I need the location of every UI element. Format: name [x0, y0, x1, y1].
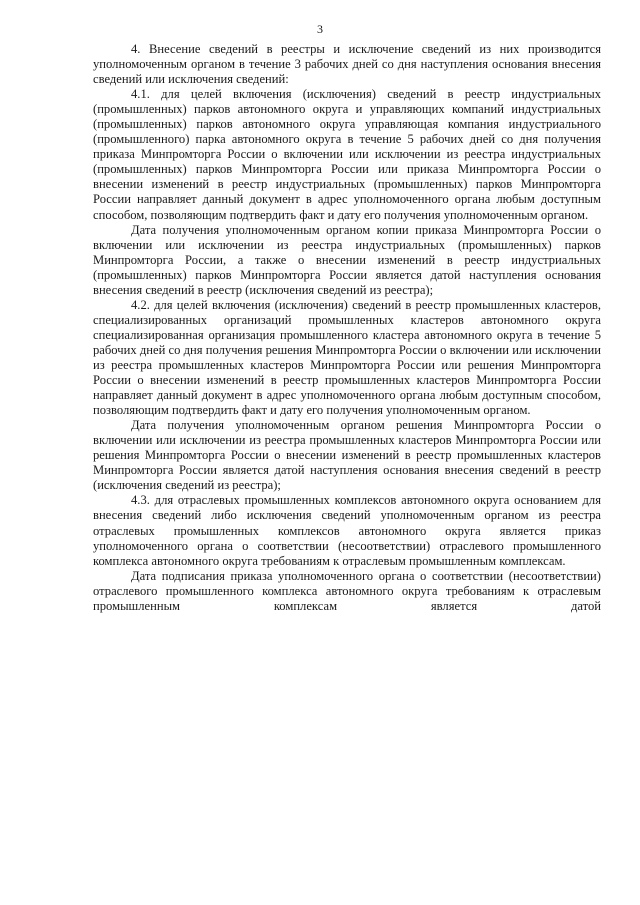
paragraph-4-1: 4.1. для целей включения (исключения) сведений в реестр индустриальных (промышленных) парков автономного округа и управляющих компаний индустриальных (промышленных) парков автономного округа управляющая компания индустриального (промышленного) парка автономного округа в течение 5 рабочих дней со дня получения приказа Минпромторга России о включении или исключении из реестра индустриальных (промышленных) парков Минпромторга России или приказа Минпромторга России о внесении изменений в реестр индустриальных (промышленных) парков Минпромторга России направляет данный документ в адрес уполномоченного органа любым доступным способом, позволяющим подтвердить факт и дату его получения уполномоченным органом.	[93, 87, 601, 222]
page-number: 3	[317, 22, 323, 36]
paragraph-4-3: 4.3. для отраслевых промышленных комплексов автономного округа основанием для внесения сведений либо исключения сведений уполномоченным органом из реестра отраслевых промышленных комплексов автономного округа является приказ уполномоченного органа о соответствии (несоответствии) отраслевого промышленного комплекса автономного округа требованиям к отраслевым промышленным комплексам.	[93, 493, 601, 568]
paragraph-4-3-date: Дата подписания приказа уполномоченного органа о соответствии (несоответствии) отраслевого промышленного комплекса автономного округа требованиям к отраслевым промышленным комплексам является датой	[93, 568, 601, 613]
document-body	[93, 42, 601, 614]
paragraph-4-2: 4.2. для целей включения (исключения) сведений в реестр промышленных кластеров, специализированных организаций промышленных кластеров автономного округа специализированная организация промышленного кластера автономного округа в течение 5 рабочих дней со дня получения решения Минпромторга России о включении или исключении из реестра промышленных кластеров Минпромторга России или решения Минпромторга России о внесении изменений в реестр промышленных кластеров Минпромторга России направляет данный документ в адрес уполномоченного органа любым доступным способом, позволяющим подтвердить факт и дату его получения уполномоченным органом.	[93, 297, 601, 418]
paragraph-4: 4. Внесение сведений в реестры и исключение сведений из них производится уполномоченным органом в течение 3 рабочих дней со дня наступления основания внесения сведений или исключения сведений:	[93, 42, 601, 87]
paragraph-4-1-date: Дата получения уполномоченным органом копии приказа Минпромторга России о включении или исключении из реестра индустриальных (промышленных) парков Минпромторга России, а также о внесении изменений в реестр индустриальных (промышленных) парков Минпромторга России является датой наступления основания внесения сведений в реестр (исключения сведений из реестра);	[93, 222, 601, 297]
paragraph-4-2-date: Дата получения уполномоченным органом решения Минпромторга России о включении или исключении из реестра промышленных кластеров Минпромторга России или решения Минпромторга России о внесении изменений в реестр промышленных кластеров Минпромторга России является датой наступления основания внесения сведений в реестр (исключения сведений из реестра);	[93, 418, 601, 493]
